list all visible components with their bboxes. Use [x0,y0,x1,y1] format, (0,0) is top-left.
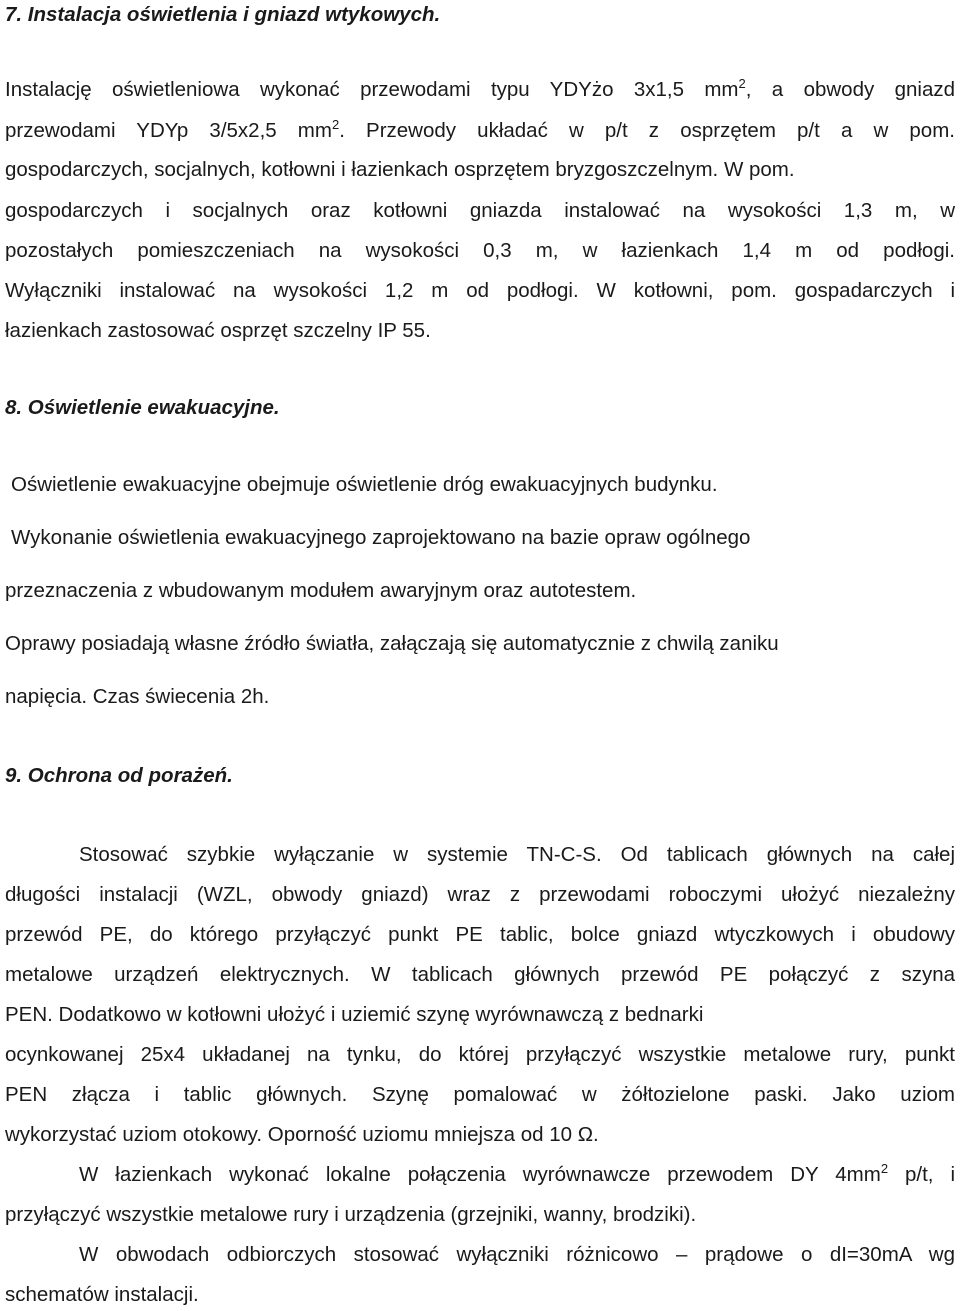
section-9-line-4: metalowe urządzeń elektrycznych. W tablicach głównych przewód PE połączyć z szyna [5,963,955,986]
section-9-line-9 [79,1161,955,1186]
section-8-line-1: Oświetlenie ewakuacyjne obejmuje oświetlenie dróg ewakuacyjnych budynku. [11,473,718,496]
section-7-line-2 [5,117,955,142]
section-7-heading: 7. Instalacja oświetlenia i gniazd wtykowych. [5,3,441,26]
section-9-line-9-text: W łazienkach wykonać lokalne połączenia wyrównawcze przewodem DY 4mm [79,1163,881,1186]
section-7-line-6: Wyłączniki instalować na wysokości 1,2 m od podłogi. W kotłowni, pom. gospadarczych i [5,279,955,302]
section-7-line-4: gospodarczych i socjalnych oraz kotłowni gniazda instalować na wysokości 1,3 m, w [5,199,955,222]
section-7-line-7: łazienkach zastosować osprzęt szczelny IP 55. [5,319,431,342]
section-9-line-8: wykorzystać uziom otokowy. Oporność uziomu mniejsza od 10 Ω. [5,1123,599,1146]
section-7-line-1-text: Instalację oświetleniowa wykonać przewodami typu YDYżo 3x1,5 mm [5,78,739,101]
section-7-line-2-tail: . Przewody układać w p/t z osprzętem p/t a w pom. [339,119,955,142]
section-8-line-2: Wykonanie oświetlenia ewakuacyjnego zaprojektowano na bazie opraw ogólnego [11,526,751,549]
section-8-line-3: przeznaczenia z wbudowanym modułem awaryjnym oraz autotestem. [5,579,637,602]
section-9-line-7: PEN złącza i tablic głównych. Szynę pomalować w żółtozielone paski. Jako uziom [5,1083,955,1106]
section-8-heading: 8. Oświetlenie ewakuacyjne. [5,396,280,419]
superscript: 2 [331,117,340,132]
superscript: 2 [738,76,746,91]
section-7-line-1 [5,76,955,101]
section-9-line-11: W obwodach odbiorczych stosować wyłączniki różnicowo – prądowe o dI=30mA wg [79,1243,955,1266]
section-9-line-6: ocynkowanej 25x4 układanej na tynku, do której przyłączyć wszystkie metalowe rury, punkt [5,1043,955,1066]
superscript: 2 [880,1161,889,1176]
section-9-line-12: schematów instalacji. [5,1283,199,1306]
section-9-line-3: przewód PE, do którego przyłączyć punkt PE tablic, bolce gniazd wtyczkowych i obudowy [5,923,955,946]
section-7-line-3: gospodarczych, socjalnych, kotłowni i łazienkach osprzętem bryzgoszczelnym. W pom. [5,158,795,181]
section-9-line-9-tail: p/t, i [888,1163,955,1186]
section-9-heading: 9. Ochrona od porażeń. [5,764,233,787]
section-8-line-4: Oprawy posiadają własne źródło światła, załączają się automatycznie z chwilą zaniku [5,632,779,655]
section-9-line-10: przyłączyć wszystkie metalowe rury i urządzenia (grzejniki, wanny, brodziki). [5,1203,697,1226]
section-9-line-1: Stosować szybkie wyłączanie w systemie TN-C-S. Od tablicach głównych na całej [79,843,955,866]
section-7-line-2-text: przewodami YDYp 3/5x2,5 mm [5,119,332,142]
section-9-line-5: PEN. Dodatkowo w kotłowni ułożyć i uziemić szynę wyrównawczą z bednarki [5,1003,704,1026]
section-8-line-5: napięcia. Czas świecenia 2h. [5,685,270,708]
section-9-line-2: długości instalacji (WZL, obwody gniazd) wraz z przewodami roboczymi ułożyć niezależny [5,883,955,906]
section-7-line-1-tail: , a obwody gniazd [745,78,955,101]
section-7-line-5: pozostałych pomieszczeniach na wysokości 0,3 m, w łazienkach 1,4 m od podłogi. [5,239,955,262]
